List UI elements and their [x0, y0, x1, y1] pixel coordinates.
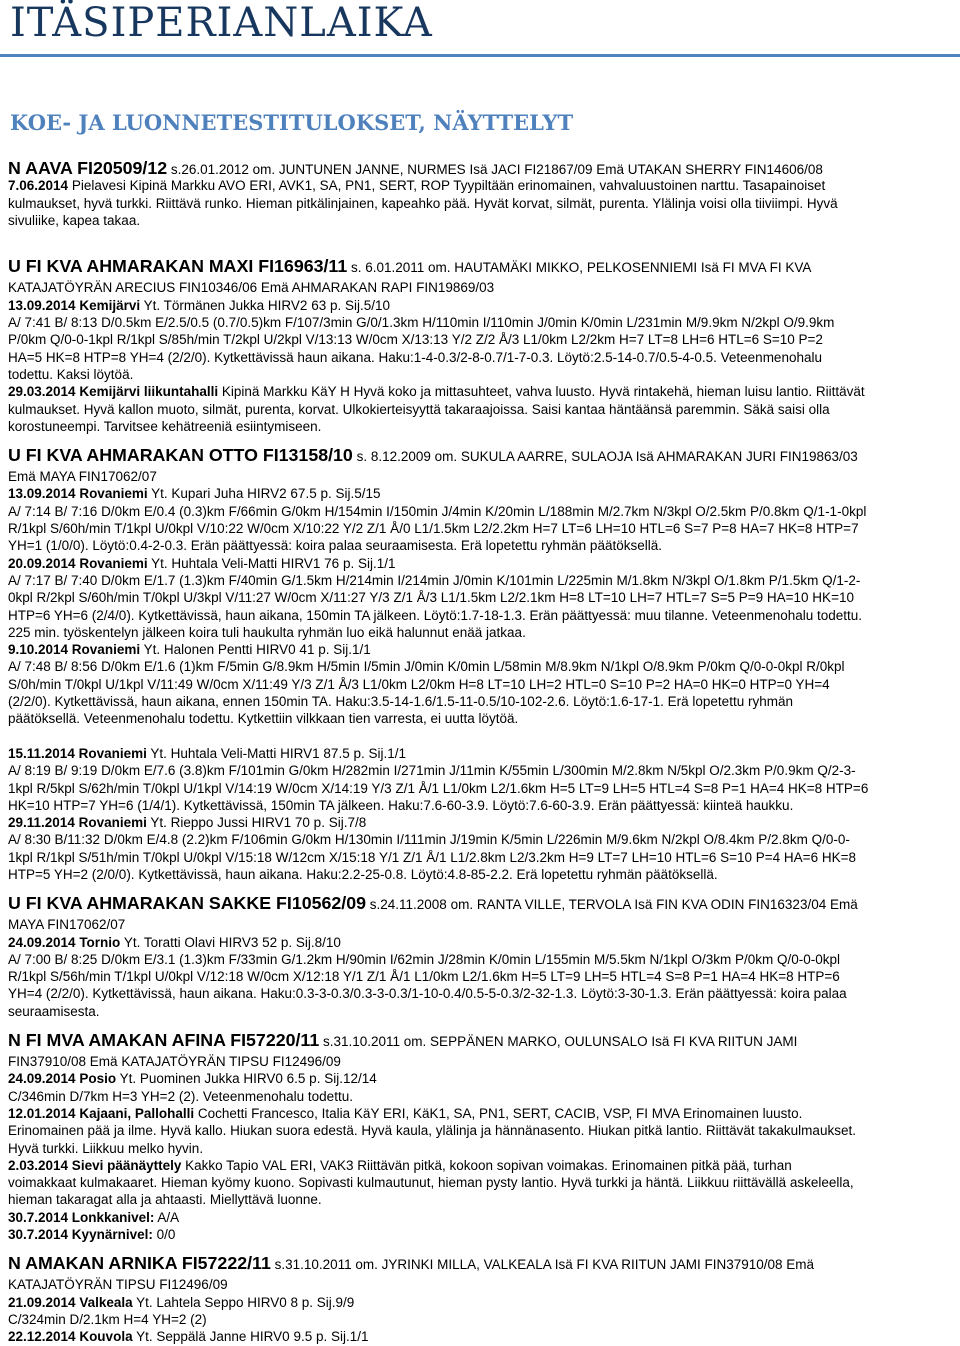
title-divider	[0, 54, 960, 57]
page-title: ITÄSIPERIANLAIKA	[10, 0, 433, 46]
dog-entry-sakke: U FI KVA AHMARAKAN SAKKE FI10562/09 s.24.11.2008 om. RANTA VILLE, TERVOLA Isä FIN KVA ODIN FIN16323/04 Emä MAYA FIN17062/07 24.09.2014 Tornio Yt. Toratti Olavi HIRV3 52 p. Sij.8/10 A/ 7:00 B/ 8:25 D/0km E/3.1 (1.3)km F/33min G/1.2km H/90min I/62min J/28min K/0min L/155min M/5.5km N/1kpl O/3km P/0km Q/0-0-0kpl R/1kpl S/56h/min T/1kpl U/0kpl V/12:18 W/0cm X/12:18 Y/1 Z/1 Å/1 L1/0km L2/1.6km H=5 LT=9 LH=5 HTL=4 S=8 P=1 HA=4 HK=8 HTP=6 YH=4 (2/2/0). Kytkettävissä, haun aikana. Haku:0.3-3-0.3/0.3-3-0.3/1-10-0.4/0.5-5-0.3/2-32-1.3. Löytö:3-30-1.3. Erän päättyessä: koira palaa seuraamisesta.	[8, 895, 952, 1020]
dog-entry-aava: N AAVA FI20509/12 s.26.01.2012 om. JUNTUNEN JANNE, NURMES Isä JACI FI21867/09 Emä UTAKAN SHERRY FIN14606/08 7.06.2014 Pielavesi Kipinä Markku AVO ERI, AVK1, SA, PN1, SERT, ROP Tyypiltään erinomainen, vahvaluustoinen narttu. Tasapainoiset kulmaukset, hyvä turkki. Riittävä runko. Hieman pitkälinjainen, kapeahko pää. Hyvät korvat, silmät, purenta. Ylälinja voisi olla tiiviimpi. Hyvä sivuliike, kapea takaa.	[8, 160, 952, 246]
section-heading: KOE- JA LUONNETESTITULOKSET, NÄYTTELYT	[10, 110, 574, 135]
dog-header: U FI KVA AHMARAKAN SAKKE FI10562/09 s.24.11.2008 om. RANTA VILLE, TERVOLA Isä FIN KVA ODIN FIN16323/04 Emä	[8, 895, 858, 914]
dog-entry-arnika: N AMAKAN ARNIKA FI57222/11 s.31.10.2011 om. JYRINKI MILLA, VALKEALA Isä FI KVA RIITUN JAMI FIN37910/08 Emä KATAJATÖYRÄN TIPSU FI12496/09 21.09.2014 Valkeala Yt. Lahtela Seppo HIRV0 8 p. Sij.9/9 C/324min D/2.1km H=4 YH=2 (2) 22.12.2014 Kouvola Yt. Seppälä Janne HIRV0 9.5 p. Sij.1/1	[8, 1255, 952, 1345]
dog-header: N AAVA FI20509/12 s.26.01.2012 om. JUNTUNEN JANNE, NURMES Isä JACI FI21867/09 Emä UTAKAN SHERRY FIN14606/08	[8, 160, 823, 178]
dog-entry-maxi: U FI KVA AHMARAKAN MAXI FI16963/11 s. 6.01.2011 om. HAUTAMÄKI MIKKO, PELKOSENNIEMI Isä FI MVA FI KVA KATAJATÖYRÄN ARECIUS FIN10346/06 Emä AHMARAKAN RAPI FIN19869/03 13.09.2014 Kemijärvi Yt. Törmänen Jukka HIRV2 63 p. Sij.5/10 A/ 7:41 B/ 8:13 D/0.5km E/2.5/0.5 (0.7/0.5)km F/107/3min G/0/1.3km H/110min I/110min J/0min K/0min L/231min M/9.9km N/2kpl O/9.9km P/0km Q/0-0-1kpl R/1kpl S/85h/min T/2kpl U/2kpl V/13:13 W/0cm X/13:13 Y/2 Z/2 Å/3 L1/0km L2/2km H=7 LT=8 LH=6 HTL=6 S=10 P=2 HA=5 HK=8 HTP=8 YH=4 (2/2/0). Kytkettävissä haun aikana. Haku:1-4-0.3/2-8-0.7/1-7-0.3. Löytö:2.5-14-0.7/0.5-4-0.5. Veteenmenohalu todettu. Kaksi löytöä. 29.03.2014 Kemijärvi liikuntahalli Kipinä Markku KäY H Hyvä koko ja mittasuhteet, vahva luusto. Hyvä rintakehä, hieman luisu lantio. Riittävät kulmaukset. Hyvä kallon muoto, silmät, purenta, korvat. Ulkokierteisyyttä takaraajoissa. Saisi kantaa häntäänsä paremmin. Säkä saisi olla korostuneempi. Tarvitsee kehätreeniä esiintymiseen.	[8, 258, 952, 435]
dog-entry-otto: U FI KVA AHMARAKAN OTTO FI13158/10 s. 8.12.2009 om. SUKULA AARRE, SULAOJA Isä AHMARAKAN JURI FIN19863/03 Emä MAYA FIN17062/07 13.09.2014 Rovaniemi Yt. Kupari Juha HIRV2 67.5 p. Sij.5/15 A/ 7:14 B/ 7:16 D/0km E/0.4 (0.3)km F/66min G/0km H/154min I/150min J/4min K/20min L/188min M/2.7km N/3kpl O/2.5km P/0.8km Q/1-1-0kpl R/1kpl S/60h/min T/1kpl U/0kpl V/10:22 W/0cm X/10:22 Y/2 Z/1 Å/0 L1/1.5km L2/2.2km H=7 LT=6 LH=10 HTL=6 S=7 P=8 HA=7 HK=8 HTP=7 YH=1 (1/0/0). Löytö:0.4-2-0.3. Erän päättyessä: koira palaa seuraamisesta. Erä lopetettu ryhmän päätöksellä. 20.09.2014 Rovaniemi Yt. Huhtala Veli-Matti HIRV1 76 p. Sij.1/1 A/ 7:17 B/ 7:40 D/0km E/1.7 (1.3)km F/40min G/1.5km H/214min I/214min J/0min K/101min L/225min M/1.8km N/3kpl O/1.8km P/1.5km Q/1-2- 0kpl R/2kpl S/60h/min T/0kpl U/3kpl V/11:27 W/0cm X/11:27 Y/3 Z/1 Å/3 L1/1.5km L2/2.1km H=8 LT=10 LH=7 HTL=7 S=5 P=9 HA=10 HK=10 HTP=6 YH=6 (2/4/0). Kytkettävissä, haun aikana, 150min TA jälkeen. Löytö:1.7-18-1.3. Erän päättyessä: muu tilanne. Veteenmenohalu todettu. 225 min. työskentelyn jälkeen koira tuli haukulta ryhmän luo eikä halunnut enää jatkaa. 9.10.2014 Rovaniemi Yt. Halonen Pentti HIRV0 41 p. Sij.1/1 A/ 7:48 B/ 8:56 D/0km E/1.6 (1)km F/5min G/8.9km H/5min I/5min J/0min K/0min L/58min M/8.9km N/1kpl O/8.9km P/0km Q/0-0-0kpl R/0kpl S/0h/min T/0kpl U/1kpl V/11:49 W/0cm X/11:49 Y/3 Z/1 Å/3 L1/0km L2/0km H=8 LT=10 LH=2 HTL=0 S=10 P=2 HA=0 HK=0 HTP=0 YH=4 (2/2/0). Kytkettävissä, haun aikana, ennen 150min TA. Haku:3.5-14-1.6/1.5-11-0.5/10-102-2.6. Löytö:1.6-17-1. Erä lopetettu ryhmän päätöksellä. Veteenmenohalu todettu. Kytkettiin vilkkaan tien varresta, ei uutta löytöä. 15.11.2014 Rovaniemi Yt. Huhtala Veli-Matti HIRV1 87.5 p. Sij.1/1 A/ 8:19 B/ 9:19 D/0km E/7.6 (3.8)km F/101min G/0km H/282min I/271min J/11min K/55min L/300min M/2.8km N/5kpl O/2.3km P/0.9km Q/2-3- 1kpl R/5kpl S/62h/min T/0kpl U/1kpl V/14:19 W/0cm X/14:19 Y/3 Z/1 Å/1 L1/0km L2/1.6km H=5 LT=9 LH=5 HTL=4 S=8 P=1 HA=4 HK=8 HTP=6 HK=10 HTP=7 YH=6 (1/4/1). Kytkettävissä, 150min TA jälkeen. Haku:7.6-60-3.9. Löytö:7.6-60-3.9. Erän päättyessä: kiinteä haukku. 29.11.2014 Rovaniemi Yt. Rieppo Jussi HIRV1 70 p. Sij.7/8 A/ 8:30 B/11:32 D/0km E/4.8 (2.2)km F/106min G/0km H/130min I/111min J/19min K/5min L/226min M/9.6km N/2kpl O/8.4km P/2.8km Q/0-0- 1kpl R/1kpl S/51h/min T/0kpl U/0kpl V/15:18 W/12cm X/15:18 Y/1 Z/1 Å/1 L1/2.8km L2/3.2km H=9 LT=7 LH=10 HTL=6 S=10 P=4 HA=6 HK=8 HTP=5 YH=2 (2/0/0). Kytkettävissä, haun aikana. Haku:2.2-25-0.8. Löytö:4.8-85-2.2. Erä lopetettu ryhmän päätöksellä.	[8, 447, 952, 883]
dog-entry-afina: N FI MVA AMAKAN AFINA FI57220/11 s.31.10.2011 om. SEPPÄNEN MARKO, OULUNSALO Isä FI KVA RIITUN JAMI FIN37910/08 Emä KATAJATÖYRÄN TIPSU FI12496/09 24.09.2014 Posio Yt. Puominen Jukka HIRV0 6.5 p. Sij.12/14 C/346min D/7km H=3 YH=2 (2). Veteenmenohalu todettu. 12.01.2014 Kajaani, Pallohalli Cochetti Francesco, Italia KäY ERI, KäK1, SA, PN1, SERT, CACIB, VSP, FI MVA Erinomainen luusto. Erinomainen pää ja ilme. Hyvä kallo. Hiukan suora edestä. Hyvä kaula, ylälinja ja hännänasento. Hiukan pitkä lantio. Riittävät takakulmaukset. Hyvä turkki. Liikkuu melko hyvin. 2.03.2014 Sievi päänäyttely Kakko Tapio VAL ERI, VAK3 Riittävän pitkä, kokoon sopivan voimakas. Erinomainen pitkä pää, turhan voimakkaat kulmakaaret. Hieman kyömy kuono. Sopivasti kulmautunut, hieman pysty lantio. Hyvä turkki ja häntä. Liikkuu riittävällä askeleella, hieman takaragat alla ja ahtaasti. Miellyttävä luonne. 30.7.2014 Lonkkanivel: A/A 30.7.2014 Kyynärnivel: 0/0	[8, 1032, 952, 1243]
results-content	[8, 160, 952, 1346]
dog-header: U FI KVA AHMARAKAN OTTO FI13158/10 s. 8.12.2009 om. SUKULA AARRE, SULAOJA Isä AHMARAKAN JURI FIN19863/03	[8, 447, 858, 466]
dog-header: U FI KVA AHMARAKAN MAXI FI16963/11 s. 6.01.2011 om. HAUTAMÄKI MIKKO, PELKOSENNIEMI Isä FI MVA FI KVA	[8, 258, 812, 277]
dog-header: N FI MVA AMAKAN AFINA FI57220/11 s.31.10.2011 om. SEPPÄNEN MARKO, OULUNSALO Isä FI KVA RIITUN JAMI	[8, 1032, 798, 1051]
dog-header: N AMAKAN ARNIKA FI57222/11 s.31.10.2011 om. JYRINKI MILLA, VALKEALA Isä FI KVA RIITUN JAMI FIN37910/08 Emä	[8, 1255, 815, 1274]
